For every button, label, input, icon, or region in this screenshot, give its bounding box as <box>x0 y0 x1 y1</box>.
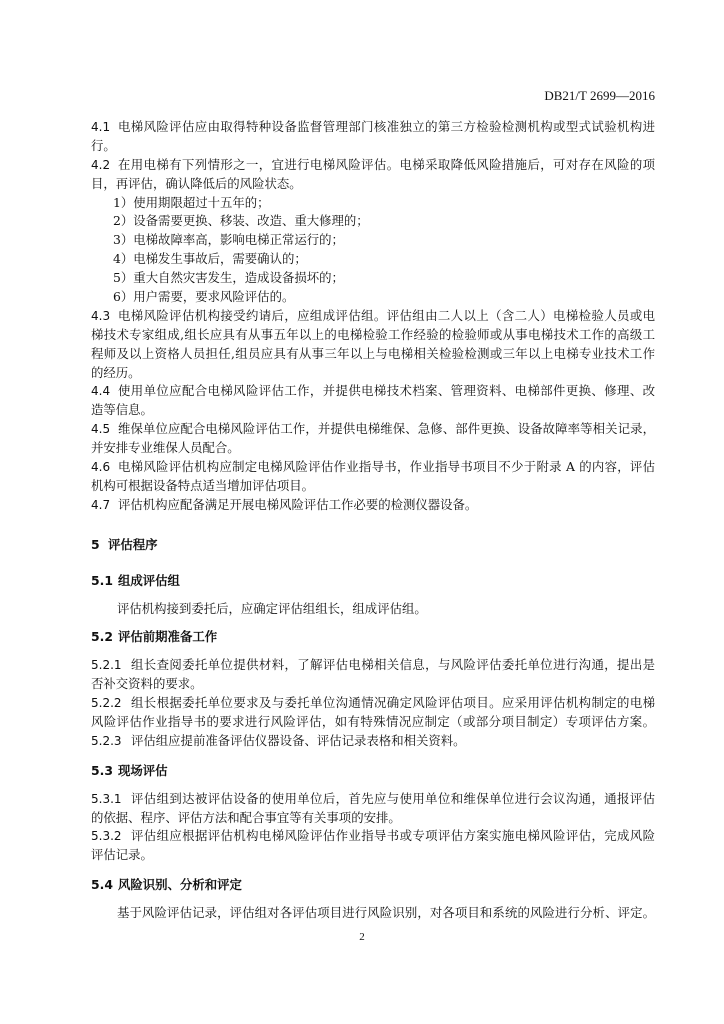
clause-text: 评估组应根据评估机构电梯风险评估作业指导书或专项评估方案实施电梯风险评估，完成风险 <box>131 828 655 844</box>
clause-number: 5.2.1 <box>91 658 122 673</box>
condition-item <box>91 288 655 307</box>
heading-number: 5.2 <box>91 629 113 645</box>
heading-title: 风险识别、分析和评定 <box>118 877 242 893</box>
condition-item <box>91 212 655 231</box>
condition-item <box>91 231 655 250</box>
clause-text: 使用单位应配合电梯风险评估工作，并提供电梯技术档案、管理资料、电梯部件更换、修理、改 <box>118 383 655 399</box>
clause-text: 评估机构应配备满足开展电梯风险评估工作必要的检测仪器设备。 <box>118 496 478 512</box>
clause-text: 否补交资料的要求。 <box>91 676 203 692</box>
clause-5-3-1 <box>91 790 655 828</box>
subsection-5-1 <box>91 572 655 620</box>
clause-line <box>91 790 655 809</box>
clause-line <box>91 827 655 846</box>
clause-text: 造等信息。 <box>91 402 153 418</box>
heading-number: 5.1 <box>91 572 113 588</box>
subsection-5-4 <box>91 876 655 923</box>
clause-line <box>91 401 655 420</box>
clause-4-2 <box>91 156 655 307</box>
clause-line <box>91 846 655 865</box>
body-paragraph <box>91 904 655 923</box>
clause-text: 行。 <box>91 137 116 153</box>
item-number: 1） <box>113 194 134 210</box>
clause-text: 评估记录。 <box>91 847 153 863</box>
clause-line <box>91 326 655 345</box>
page-number: 2 <box>359 931 365 943</box>
clause-number: 5.3.1 <box>91 791 122 806</box>
clause-text: 目，再评估，确认降低后的风险状态。 <box>91 175 302 191</box>
clause-5-2-1 <box>91 656 655 694</box>
clause-line <box>91 675 655 694</box>
clause-number: 4.2 <box>91 157 111 172</box>
clause-4-7 <box>91 496 655 515</box>
paragraph-text: 基于风险评估记录，评估组对各评估项目进行风险识别，对各项目和系统的风险进行分析、评定。 <box>117 905 655 921</box>
clause-text: 梯技术专家组成,组长应具有从事五年以上的电梯检验工作经验的检验师或从事电梯技术工作的高级工 <box>91 326 655 342</box>
subsection-heading <box>91 628 655 647</box>
body-paragraph <box>91 600 655 619</box>
clause-text: 组长查阅委托单位提供材料，了解评估电梯相关信息，与风险评估委托单位进行沟通，提出是 <box>131 657 655 673</box>
clause-line <box>91 439 655 458</box>
item-number: 3） <box>113 232 134 248</box>
clause-line <box>91 118 655 137</box>
clause-text: 电梯风险评估机构应制定电梯风险评估作业指导书，作业指导书项目不少于附录 A 的内容，评估 <box>118 459 655 475</box>
clause-text: 评估组到达被评估设备的使用单位后，首先应与使用单位和维保单位进行会议沟通，通报评估 <box>131 790 655 806</box>
subsection-heading <box>91 572 655 591</box>
clause-text: 并安排专业维保人员配合。 <box>91 440 240 456</box>
subsection-5-3 <box>91 762 655 865</box>
heading-number: 5.3 <box>91 762 113 778</box>
clause-text: 的经历。 <box>91 364 141 380</box>
item-text: 使用期限超过十五年的； <box>133 194 270 210</box>
clause-line <box>91 156 655 175</box>
section-heading <box>91 536 655 555</box>
condition-item <box>91 194 655 213</box>
item-text: 用户需要，要求风险评估的。 <box>133 289 295 305</box>
clause-line <box>91 364 655 383</box>
clause-line <box>91 732 655 751</box>
item-text: 电梯故障率高，影响电梯正常运行的； <box>133 232 344 248</box>
clause-5-3-2 <box>91 827 655 865</box>
subsection-heading <box>91 762 655 781</box>
clause-line <box>91 175 655 194</box>
clause-text: 机构可根据设备特点适当增加评估项目。 <box>91 477 315 493</box>
item-text: 设备需要更换、移装、改造、重大修理的； <box>133 213 369 229</box>
clause-4-6 <box>91 458 655 496</box>
subsection-5-2 <box>91 628 655 750</box>
clause-number: 5.2.2 <box>91 696 122 711</box>
clause-number: 4.4 <box>91 384 111 399</box>
clause-number: 5.2.3 <box>91 733 122 748</box>
clause-4-3 <box>91 307 655 383</box>
clause-line <box>91 458 655 477</box>
heading-title: 现场评估 <box>118 762 168 778</box>
heading-number: 5.4 <box>91 877 113 893</box>
clause-line <box>91 420 655 439</box>
subsection-heading <box>91 876 655 895</box>
item-number: 5） <box>113 270 134 286</box>
clause-line <box>91 656 655 675</box>
clause-4-4 <box>91 382 655 420</box>
clause-number: 4.1 <box>91 120 111 134</box>
clause-line <box>91 477 655 496</box>
clause-line <box>91 694 655 713</box>
condition-item <box>91 250 655 269</box>
paragraph-text: 评估机构接到委托后，应确定评估组组长，组成评估组。 <box>117 601 427 617</box>
clause-text: 电梯风险评估机构接受约请后，应组成评估组。评估组由二人以上（含二人）电梯检验人员或电 <box>118 307 655 323</box>
clause-line <box>91 137 655 156</box>
heading-title: 评估程序 <box>108 536 158 552</box>
clause-number: 5.3.2 <box>91 829 122 844</box>
clause-4-1 <box>91 118 655 156</box>
heading-title: 评估前期准备工作 <box>118 629 218 645</box>
heading-number: 5 <box>91 536 100 552</box>
clause-text: 评估组应提前准备评估仪器设备、评估记录表格和相关资料。 <box>131 732 466 748</box>
clause-text: 组长根据委托单位要求及与委托单位沟通情况确定风险评估项目。应采用评估机构制定的电梯 <box>131 695 655 711</box>
item-number: 4） <box>113 251 134 267</box>
clause-number: 4.7 <box>91 497 111 512</box>
clause-number: 4.5 <box>91 422 111 437</box>
item-text: 电梯发生事故后，需要确认的； <box>133 251 307 267</box>
clause-5-2-3 <box>91 732 655 751</box>
item-number: 2） <box>113 213 134 229</box>
heading-title: 组成评估组 <box>118 572 180 588</box>
clause-text: 维保单位应配合电梯风险评估工作，并提供电梯维保、急修、部件更换、设备故障率等相关记录， <box>118 421 655 437</box>
clause-4-5 <box>91 420 655 458</box>
clause-line <box>91 382 655 401</box>
section-4 <box>91 118 655 515</box>
clause-number: 4.6 <box>91 460 111 475</box>
clause-line <box>91 307 655 326</box>
clause-text: 在用电梯有下列情形之一，宜进行电梯风险评估。电梯采取降低风险措施后，可对存在风险的项 <box>118 156 655 172</box>
clause-line <box>91 345 655 364</box>
condition-list <box>91 194 655 307</box>
item-text: 重大自然灾害发生，造成设备损坏的； <box>133 270 344 286</box>
item-number: 6） <box>113 289 134 305</box>
clause-line <box>91 496 655 515</box>
clause-5-2-2 <box>91 694 655 732</box>
condition-item <box>91 269 655 288</box>
document-code-header: DB21/T 2699—2016 <box>544 88 655 103</box>
clause-line <box>91 713 655 732</box>
section-5 <box>91 536 655 923</box>
page-body <box>91 118 655 923</box>
clause-text: 风险评估作业指导书的要求进行风险评估，如有特殊情况应制定（或部分项目制定）专项评估方案。 <box>91 713 655 729</box>
clause-number: 4.3 <box>91 308 111 323</box>
clause-text: 程师及以上资格人员担任,组员应具有从事三年以上与电梯相关检验检测或三年以上电梯专业技术工作 <box>91 345 655 361</box>
clause-line <box>91 809 655 828</box>
clause-text: 电梯风险评估应由取得特种设备监督管理部门核准独立的第三方检验检测机构或型式试验机构进 <box>118 119 655 134</box>
clause-text: 的依据、程序、评估方法和配合事宜等有关事项的安排。 <box>91 809 401 825</box>
